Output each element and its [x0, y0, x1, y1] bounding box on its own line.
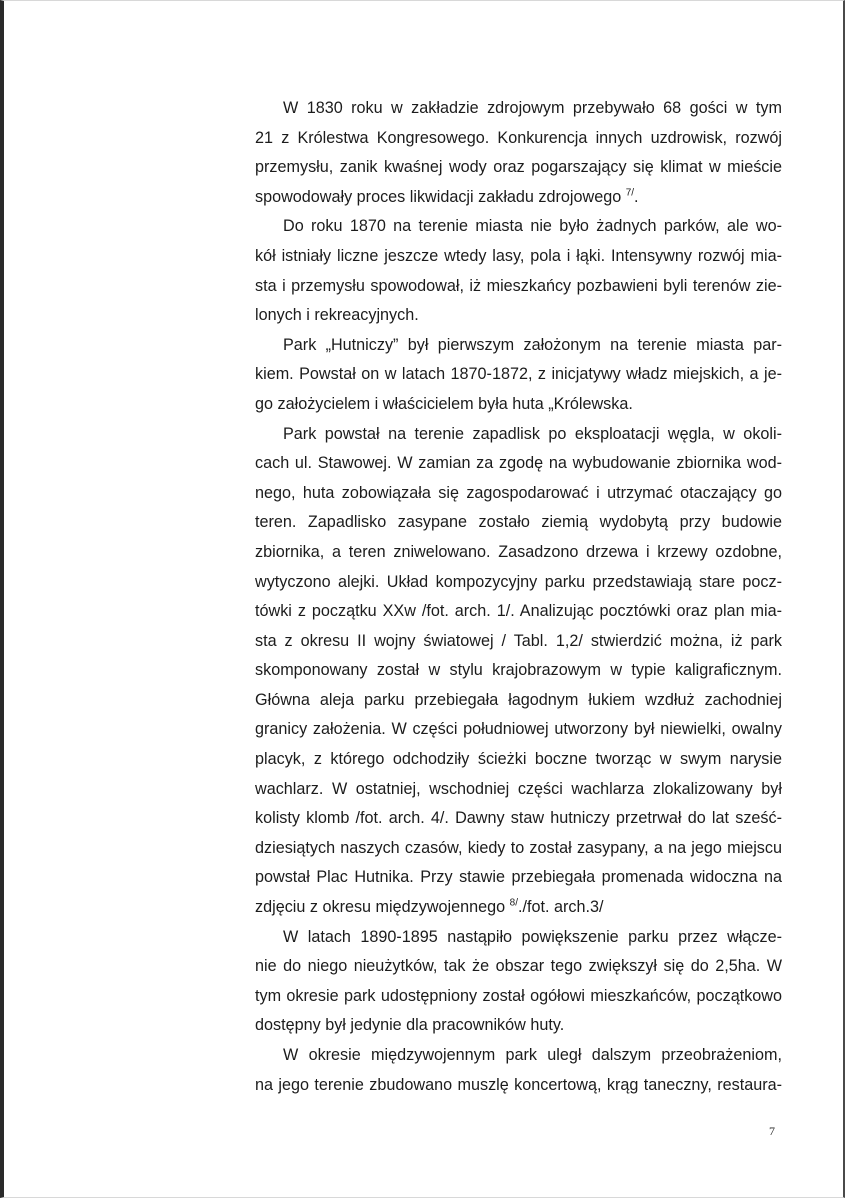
text-line-content: tym okresie park udostępniony został ogółowi mieszkańców, początkowo [255, 986, 782, 1005]
text-line [0, 627, 782, 657]
page-number: 7 [769, 1124, 775, 1138]
text-line [0, 982, 782, 1012]
text-line [0, 242, 782, 272]
text-line [0, 686, 782, 716]
text-line-content: go założycielem i właścicielem była huta „Królewska. [255, 394, 633, 413]
text-line-content: wytyczono alejki. Układ kompozycyjny parku przedstawiają stare pocz- [255, 572, 782, 591]
text-line-content: kolisty klomb /fot. arch. 4/. Dawny staw hutniczy przetrwał do lat sześć- [255, 809, 782, 828]
text-line-content: W latach 1890-1895 nastąpiło powiększenie parku przez włącze- [283, 927, 782, 946]
text-line [0, 834, 782, 864]
footnote-reference: 8/ [509, 897, 518, 909]
text-line-content: spowodowały proces likwidacji zakładu zdrojowego [255, 187, 622, 206]
text-line [0, 183, 782, 213]
text-line-content: placyk, z którego odchodziły ścieżki boczne tworząc w swym narysie [255, 750, 782, 769]
text-line-content: wachlarz. W ostatniej, wschodniej części wachlarza zlokalizowany był [255, 779, 782, 798]
text-line-content: lonych i rekreacyjnych. [255, 306, 419, 325]
footnote-reference: 7/ [625, 187, 635, 199]
text-line [0, 568, 782, 598]
text-line [0, 212, 782, 242]
text-line [0, 923, 782, 953]
text-line [0, 124, 782, 154]
text-line-content: cach ul. Stawowej. W zamian za zgodę na wybudowanie zbiornika wod- [255, 454, 782, 473]
text-line [0, 863, 782, 893]
text-line-content: 21 z Królestwa Kongresowego. Konkurencja innych uzdrowisk, rozwój [255, 128, 782, 147]
text-line-content: nie do niego nieużytków, tak że obszar tego zwiększył się do 2,5ha. W [255, 957, 782, 976]
text-line [0, 301, 782, 331]
text-line [0, 952, 782, 982]
text-line-content: tówki z początku XXw /fot. arch. 1/. Analizując pocztówki oraz plan mia- [255, 602, 782, 621]
text-line-content: sta i przemysłu spowodował, iż mieszkańcy pozbawieni byli terenów zie- [255, 276, 782, 295]
text-line [0, 1041, 782, 1071]
text-line [0, 508, 782, 538]
text-line [0, 390, 782, 420]
text-line-content: W okresie międzywojennym park uległ dalszym przeobrażeniom, [283, 1046, 782, 1064]
text-line [0, 775, 782, 805]
text-line-content: zdjęciu z okresu międzywojennego [255, 898, 506, 917]
text-line [0, 331, 782, 361]
text-line [0, 597, 782, 627]
text-line [0, 272, 782, 302]
text-line-content: na jego terenie zbudowano muszlę koncertową, krąg taneczny, restaura- [255, 1075, 782, 1094]
text-line-content: dziesiątych naszych czasów, kiedy to został zasypany, a na jego miejscu [255, 838, 782, 857]
text-line-suffix: . [634, 187, 639, 206]
text-line-content: W 1830 roku w zakładzie zdrojowym przebywało 68 gości w tym [283, 99, 782, 117]
text-line-content: przemysłu, zanik kwaśnej wody oraz pogarszający się klimat w mieście [255, 158, 782, 177]
text-line [0, 804, 782, 834]
text-line-suffix: ./fot. arch.3/ [517, 898, 604, 917]
text-line [0, 538, 782, 568]
text-line-content: sta z okresu II wojny światowej / Tabl. 1,2/ stwierdzić można, iż park [255, 631, 782, 650]
text-line-content: Do roku 1870 na terenie miasta nie było żadnych parków, ale wo- [283, 217, 782, 236]
text-line [0, 893, 782, 923]
text-line [0, 715, 782, 745]
text-line-content: Główna aleja parku przebiegała łagodnym łukiem wzdłuż zachodniej [255, 690, 782, 709]
text-line-content: teren. Zapadlisko zasypane zostało ziemią wydobytą przy budowie [255, 513, 782, 532]
text-line [0, 420, 782, 450]
text-line-content: skomponowany został w stylu krajobrazowym w typie kaligraficznym. [255, 661, 782, 680]
text-line-content: zbiornika, a teren zniwelowano. Zasadzono drzewa i krzewy ozdobne, [255, 542, 782, 561]
text-line-content: Park „Hutniczy” był pierwszym założonym na terenie miasta par- [283, 335, 782, 354]
text-line [0, 449, 782, 479]
text-line-content: powstał Plac Hutnika. Przy stawie przebiegała promenada widoczna na [255, 868, 782, 887]
text-line-content: dostępny był jedynie dla pracowników huty. [255, 1016, 565, 1035]
document-body [0, 94, 782, 1100]
text-line [0, 94, 782, 124]
text-line-content: kół istniały liczne jeszcze wtedy lasy, pola i łąki. Intensywny rozwój mia- [255, 246, 782, 265]
text-line [0, 479, 782, 509]
text-line [0, 360, 782, 390]
text-line-content: granicy założenia. W części południowej utworzony był niewielki, owalny [255, 720, 782, 739]
text-line-content: Park powstał na terenie zapadlisk po eksploatacji węgla, w okoli- [283, 424, 782, 443]
text-line [0, 745, 782, 775]
text-line [0, 656, 782, 686]
text-line-content: kiem. Powstał on w latach 1870-1872, z inicjatywy władz miejskich, a je- [255, 365, 782, 384]
text-line [0, 1071, 782, 1101]
text-line-content: nego, huta zobowiązała się zagospodarować i utrzymać otaczający go [255, 483, 782, 502]
text-line [0, 1011, 782, 1041]
text-line [0, 153, 782, 183]
